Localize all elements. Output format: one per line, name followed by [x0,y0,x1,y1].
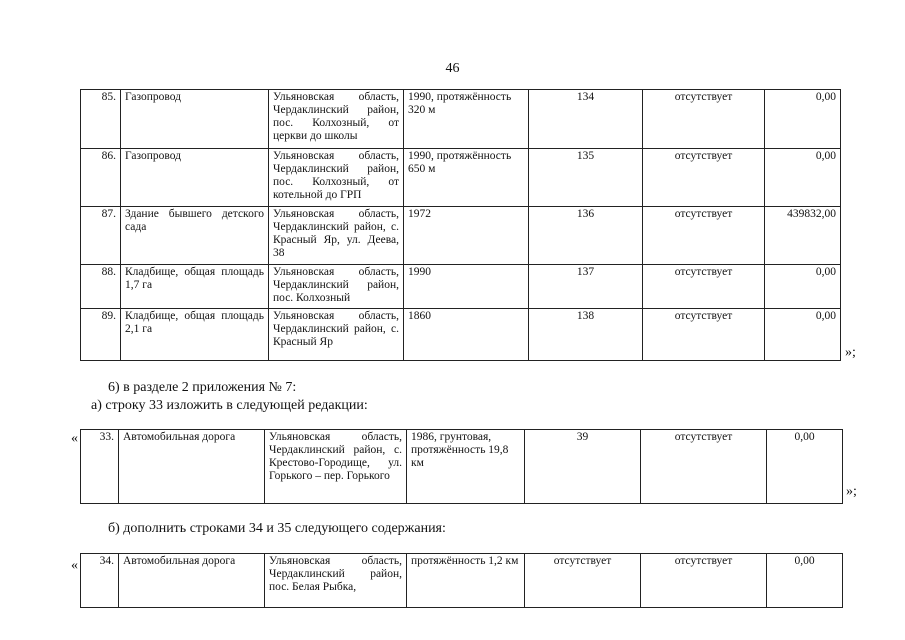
book-value: 0,00 [765,265,841,309]
encumbrance-status: отсутствует [643,207,765,265]
row-number: 33. [81,430,119,504]
encumbrance-status: отсутствует [643,265,765,309]
object-name: Кладбище, общая площадь 1,7 га [121,265,269,309]
encumbrance-status: отсутствует [643,90,765,149]
property-table-1 [80,89,841,361]
paragraph-section-2: 6) в разделе 2 приложения № 7: [108,380,297,395]
registry-number: 138 [529,309,643,361]
object-name: Автомобильная дорога [119,554,265,608]
row-number: 88. [81,265,121,309]
object-name: Газопровод [121,90,269,149]
registry-number: отсутствует [525,554,641,608]
encumbrance-status: отсутствует [643,309,765,361]
row-number: 87. [81,207,121,265]
object-name: Здание бывшего детского сада [121,207,269,265]
object-address: Ульяновская область, Чердаклинский район, пос. Колхозный [269,265,404,309]
object-year: 1860 [404,309,529,361]
row-number: 85. [81,90,121,149]
road-table-row-33 [80,429,843,504]
registry-number: 39 [525,430,641,504]
closing-quote-2: »; [846,484,857,499]
table-row [81,554,843,608]
book-value: 0,00 [765,309,841,361]
table-row [81,90,841,149]
object-name: Газопровод [121,149,269,207]
registry-number: 137 [529,265,643,309]
book-value: 439832,00 [765,207,841,265]
object-address: Ульяновская область, Чердаклинский район, с. Крестово-Городище, ул. Горького – пер. Горького [265,430,407,504]
encumbrance-status: отсутствует [641,430,767,504]
object-address: Ульяновская область, Чердаклинский район, пос. Колхозный, от церкви до школы [269,90,404,149]
table-row [81,309,841,361]
registry-number: 136 [529,207,643,265]
registry-number: 135 [529,149,643,207]
book-value: 0,00 [765,149,841,207]
table-row [81,207,841,265]
paragraph-add-rows: б) дополнить строками 34 и 35 следующего содержания: [108,521,446,536]
road-table-row-34 [80,553,843,608]
object-name: Кладбище, общая площадь 2,1 га [121,309,269,361]
object-year: 1990, протяжённость 650 м [404,149,529,207]
row-number: 34. [81,554,119,608]
object-address: Ульяновская область, Чердаклинский район, с. Красный Яр [269,309,404,361]
paragraph-row-33-intro: а) строку 33 изложить в следующей редакции: [91,398,368,413]
object-year: 1990 [404,265,529,309]
encumbrance-status: отсутствует [643,149,765,207]
book-value: 0,00 [767,554,843,608]
table-row [81,149,841,207]
object-address: Ульяновская область, Чердаклинский район, с. Красный Яр, ул. Деева, 38 [269,207,404,265]
book-value: 0,00 [765,90,841,149]
object-year: 1986, грунтовая, протяжённость 19,8 км [407,430,525,504]
book-value: 0,00 [767,430,843,504]
encumbrance-status: отсутствует [641,554,767,608]
row-number: 86. [81,149,121,207]
closing-quote-1: »; [845,345,856,360]
object-year: протяжённость 1,2 км [407,554,525,608]
object-year: 1972 [404,207,529,265]
page-number: 46 [445,61,460,76]
row-number: 89. [81,309,121,361]
object-address: Ульяновская область, Чердаклинский район, пос. Колхозный, от котельной до ГРП [269,149,404,207]
object-year: 1990, протяжённость 320 м [404,90,529,149]
table-row [81,430,843,504]
opening-quote-2: « [71,431,78,446]
object-name: Автомобильная дорога [119,430,265,504]
registry-number: 134 [529,90,643,149]
table-row [81,265,841,309]
opening-quote-3: « [71,558,78,573]
object-address: Ульяновская область, Чердаклинский район, пос. Белая Рыбка, [265,554,407,608]
